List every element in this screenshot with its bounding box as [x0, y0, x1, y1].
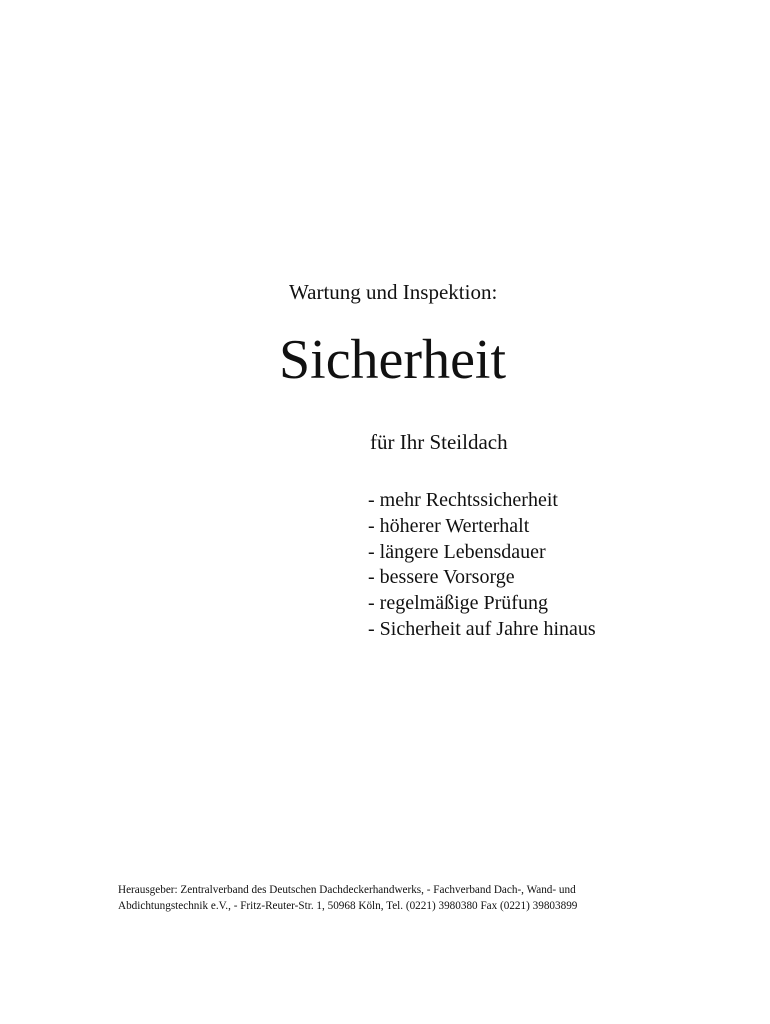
benefit-item: - längere Lebensdauer [368, 540, 546, 563]
benefit-item: - regelmäßige Prüfung [368, 592, 548, 615]
benefit-item: - höherer Werterhalt [368, 514, 530, 537]
document-subtitle: Wartung und Inspektion: [289, 280, 498, 304]
document-tagline: für Ihr Steildach [370, 430, 508, 454]
benefits-list [368, 488, 596, 643]
footer-line: Herausgeber: Zentralverband des Deutschen Dachdeckerhandwerks, - Fachverband Dach-, Wand- und [118, 884, 576, 896]
publisher-footer [118, 882, 577, 914]
footer-line: Abdichtungstechnik e.V., - Fritz-Reuter-Str. 1, 50968 Köln, Tel. (0221) 3980380 Fax (0221) 39803899 [118, 900, 578, 912]
benefit-item: - Sicherheit auf Jahre hinaus [368, 617, 596, 640]
benefit-item: - mehr Rechtssicherheit [368, 489, 558, 511]
document-title: Sicherheit [279, 329, 507, 391]
benefit-item: - bessere Vorsorge [368, 566, 515, 589]
